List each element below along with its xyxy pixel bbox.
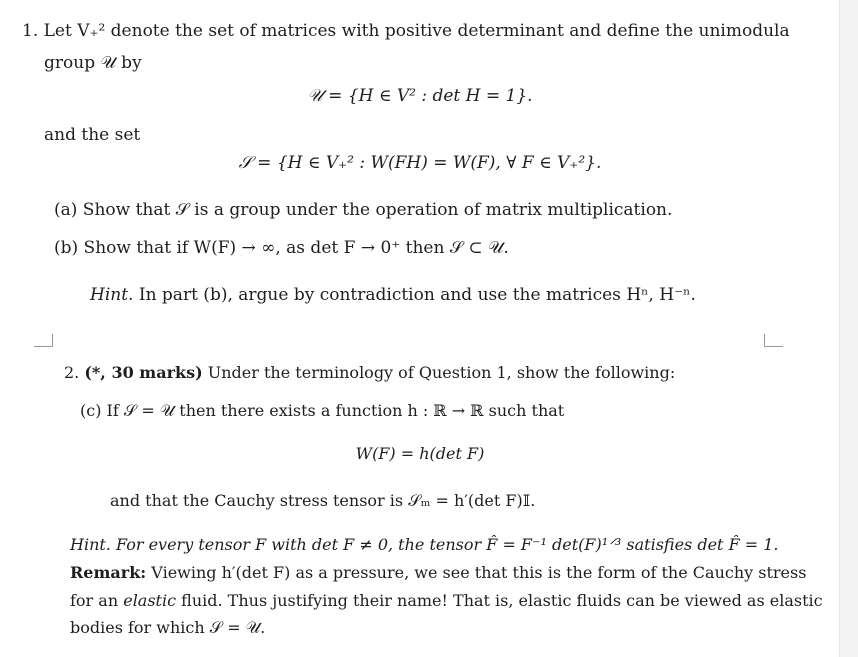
q2-remark-text-1: Viewing h′(det F) as a pressure, we see that this is the form of the Cauchy stress <box>151 563 807 582</box>
q1-hint-label: Hint. <box>90 285 134 305</box>
q2-part-c: (c) If 𝒮 = 𝒰 then there exists a function h : ℝ → ℝ such that <box>80 401 565 420</box>
q2-hint: Hint. For every tensor F with det F ≠ 0, the tensor F̂ = F⁻¹ det(F)¹ᐟ³ satisfies det F̂ = 1. <box>70 535 779 554</box>
equation-symmetry-set: 𝒮 = {H ∈ V₊² : W(FH) = W(F), ∀ F ∈ V₊²}. <box>238 153 602 173</box>
equation-unimodular-group: 𝒰 = {H ∈ V² : det H = 1}. <box>307 86 533 106</box>
q2-remark-text-2a: for an <box>70 591 124 610</box>
q1-and-the-set: and the set <box>44 125 141 145</box>
q2-remark-line-2 <box>70 590 823 612</box>
q2-header <box>64 362 675 384</box>
vertical-scrollbar[interactable] <box>839 0 858 657</box>
q1-part-a: (a) Show that 𝒮 is a group under the operation of matrix multiplication. <box>54 200 673 220</box>
q2-cauchy-stress: and that the Cauchy stress tensor is 𝒮ₘ = h′(det F)𝕀. <box>110 491 536 510</box>
q1-intro-continued: group 𝒰 by <box>44 53 142 73</box>
q2-remark-elastic: elastic <box>123 591 177 610</box>
q2-remark-text-2c: fluid. Thus justifying their name! That is, elastic fluids can be viewed as elastic <box>176 591 823 610</box>
q2-remark-label: Remark: <box>70 563 147 582</box>
q1-hint <box>90 284 696 306</box>
q2-header-text: Under the terminology of Question 1, show the following: <box>207 363 676 382</box>
q1-intro: 1. Let V₊² denote the set of matrices with positive determinant and define the unimodula <box>22 21 790 41</box>
q2-remark-line-3: bodies for which 𝒮 = 𝒰. <box>70 618 266 637</box>
q2-number: 2. <box>64 363 80 382</box>
q2-remark-line-1 <box>70 562 806 584</box>
q1-part-b: (b) Show that if W(F) → ∞, as det F → 0⁺ then 𝒮 ⊂ 𝒰. <box>54 238 509 258</box>
q1-hint-text: In part (b), argue by contradiction and use the matrices Hⁿ, H⁻ⁿ. <box>138 285 696 305</box>
text-box-corner-left <box>34 334 53 347</box>
q2-marks: (*, 30 marks) <box>84 363 203 382</box>
text-box-corner-right <box>764 334 783 347</box>
equation-w-of-f: W(F) = h(det F) <box>355 444 485 463</box>
